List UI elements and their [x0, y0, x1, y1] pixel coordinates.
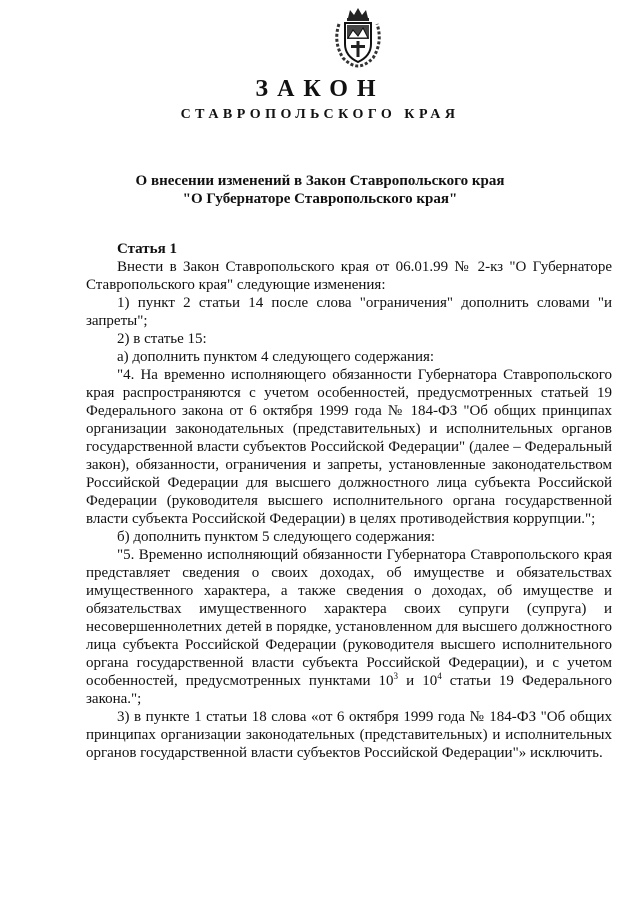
item-2a: а) дополнить пунктом 4 следующего содержания:	[117, 349, 435, 365]
item-2b: б) дополнить пунктом 5 следующего содержания:	[117, 529, 436, 545]
document-heading-line2: "О Губернаторе Ставропольского края"	[182, 191, 458, 207]
article-title: Статья 1	[117, 241, 177, 257]
superscript-3: 3	[393, 671, 399, 681]
paragraph-4: "4. На временно исполняющего обязанности Губернатора Ставропольского края распространяются с учетом особенностей, предусмотренных статьей 19 Федерального закона от 6 октября 1999 года № 184-ФЗ "Об общих принципах организации законодательных (представительных) и исполнительных органов государственной власти субъектов Российской Федерации" (далее – Федеральный закон), обязанности, ограничения и запреты, установленные законодательством Российской Федерации для высшего должностного лица субъекта Российской Федерации (руководителя высшего исполнительного органа государственной власти субъекта Российской Федерации) в целях противодействия коррупции.";	[86, 367, 612, 527]
law-title: ЗАКОН	[255, 76, 385, 102]
document-heading-line1: О внесении изменений в Закон Ставропольского края	[135, 173, 505, 189]
item-2: 2) в статье 15:	[117, 331, 207, 347]
article-intro: Внести в Закон Ставропольского края от 06.01.99 № 2-кз "О Губернаторе Ставропольского края" следующие изменения:	[86, 259, 612, 293]
superscript-4: 4	[437, 671, 442, 681]
paragraph-5-start: "5. Временно исполняющий обязанности Губернатора Ставропольского края представляет сведения о своих доходах, об имуществе и обязательствах имущественного характера, а также сведения о доходах, об имуществе и обязательствах имущественного характера своих супруги (супруга) и несовершеннолетних детей в порядке, установленном для высшего должностного лица субъекта Российской Федерации (руководителя высшего исполнительного органа государственной власти субъекта Российской Федерации), и с учетом особенностей, предусмотренных пунктами 10	[86, 547, 612, 689]
law-subtitle: СТАВРОПОЛЬСКОГО КРАЯ	[180, 107, 460, 122]
document-heading	[0, 172, 640, 208]
paragraph-5-mid: и 10	[398, 673, 438, 689]
paragraph-5	[86, 546, 612, 708]
paragraph-5-end: статьи 19 Федерального закона.";	[86, 673, 612, 707]
article-body	[86, 240, 612, 762]
item-1: 1) пункт 2 статьи 14 после слова "ограничения" дополнить словами "и запреты";	[86, 295, 612, 329]
item-3: 3) в пункте 1 статьи 18 слова «от 6 октября 1999 года № 184-ФЗ "Об общих принципах организации законодательных (представительных) и исполнительных органов государственной власти субъектов Российской Федерации"» исключить.	[86, 709, 612, 761]
coat-of-arms-icon	[331, 6, 385, 68]
